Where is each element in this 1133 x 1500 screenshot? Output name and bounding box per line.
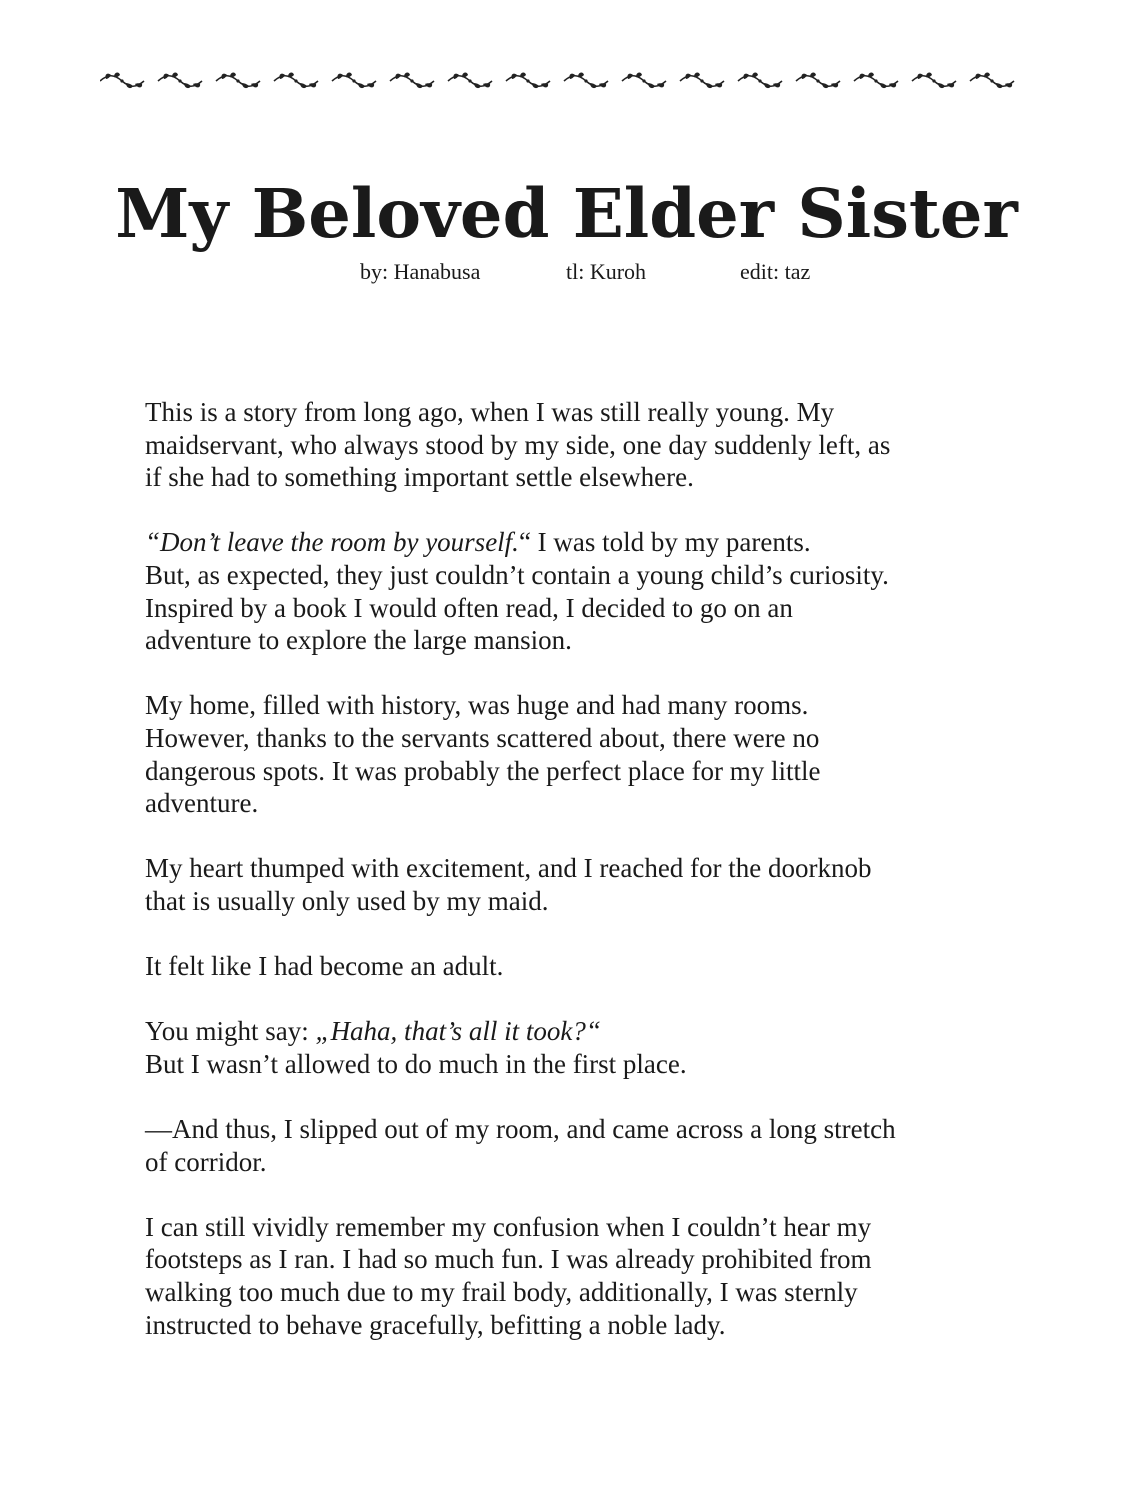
text-line: Inspired by a book I would often read, I decided to go on an	[145, 592, 793, 623]
page-title: My Beloved Elder Sister	[115, 174, 1018, 253]
text-line: adventure.	[145, 788, 259, 819]
text-line: But, as expected, they just couldn’t contain a young child’s curiosity.	[145, 559, 889, 590]
story-paragraph	[145, 689, 1025, 819]
text-fragment: “ I was told by my parents.	[518, 527, 811, 558]
decorative-vine-border	[100, 70, 1016, 92]
text-line	[145, 526, 1025, 559]
text-line: —And thus, I slipped out of my room, and came across a long stretch	[145, 1114, 896, 1145]
story-paragraph	[145, 1015, 1025, 1080]
text-line: But I wasn’t allowed to do much in the first place.	[145, 1048, 687, 1079]
text-line: adventure to explore the large mansion.	[145, 625, 572, 656]
story-paragraph	[145, 526, 1025, 656]
text-line: This is a story from long ago, when I was still really young. My	[145, 397, 835, 427]
text-line: However, thanks to the servants scattered about, there were no	[145, 722, 820, 753]
story-body	[145, 396, 1025, 1374]
text-line: of corridor.	[145, 1146, 267, 1177]
text-line: maidservant, who always stood by my side, one day suddenly left, as	[145, 429, 891, 460]
credit-editor: edit: taz	[740, 259, 811, 284]
story-paragraph	[145, 852, 1025, 917]
italic-quote: „Haha, that’s all it took?“	[315, 1016, 601, 1047]
text-line: if she had to something important settle elsewhere.	[145, 462, 694, 493]
story-paragraph	[145, 950, 1025, 983]
story-paragraph	[145, 396, 1025, 494]
credit-author: by: Hanabusa	[360, 259, 481, 284]
text-fragment: You might say:	[145, 1016, 316, 1047]
story-paragraph	[145, 1211, 1025, 1341]
text-line: that is usually only used by my maid.	[145, 885, 549, 916]
credits-line	[0, 257, 1133, 287]
text-line: My heart thumped with excitement, and I reached for the doorknob	[145, 853, 872, 884]
story-paragraph	[145, 1113, 1025, 1178]
text-line: I can still vividly remember my confusion when I couldn’t hear my	[145, 1211, 872, 1242]
text-line: dangerous spots. It was probably the perfect place for my little	[145, 755, 821, 786]
text-line: My home, filled with history, was huge and had many rooms.	[145, 690, 809, 721]
credit-translator: tl: Kuroh	[566, 259, 647, 284]
text-line: It felt like I had become an adult.	[145, 951, 504, 982]
text-line: walking too much due to my frail body, additionally, I was sternly	[145, 1277, 858, 1308]
text-line: footsteps as I ran. I had so much fun. I was already prohibited from	[145, 1244, 872, 1275]
italic-quote: “Don’t leave the room by yourself.	[145, 527, 519, 558]
text-line	[145, 1015, 1025, 1048]
text-line: instructed to behave gracefully, befitting a noble lady.	[145, 1309, 726, 1340]
